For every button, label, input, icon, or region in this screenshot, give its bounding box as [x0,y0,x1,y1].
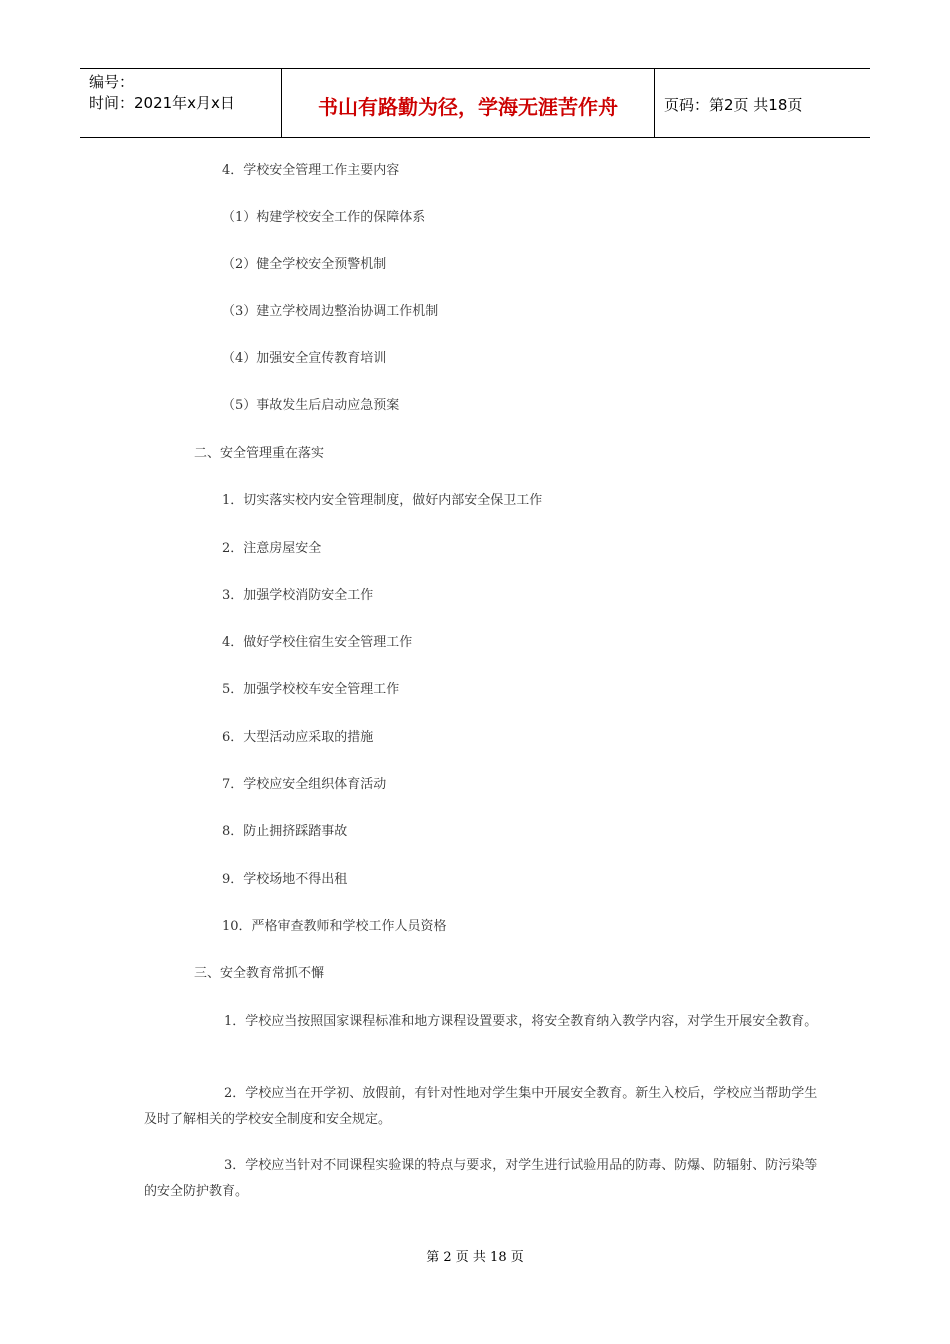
paragraph-text: 1．学校应当按照国家课程标准和地方课程设置要求，将安全教育纳入教学内容，对学生开展安全教育。 [224,1014,818,1029]
list-item: 6．大型活动应采取的措施 [222,730,374,745]
item4-title: 4．学校安全管理工作主要内容 [222,163,400,178]
paragraph-text: 2．学校应当在开学初、放假前，有针对性地对学生集中开展安全教育。新生入校后，学校应当帮助学生及时了解相关的学校安全制度和安全规定。 [144,1086,818,1127]
section2-title: 二、安全管理重在落实 [194,446,325,461]
header-page-info: 页码：第2页 共18页 [664,95,803,114]
paragraph [144,1009,824,1035]
list-item: 9．学校场地不得出租 [222,872,348,887]
sub-item: （2）健全学校安全预警机制 [222,257,387,272]
list-item: 3．加强学校消防安全工作 [222,588,374,603]
paragraph [144,1081,824,1133]
page-header [80,68,870,138]
list-item: 8．防止拥挤踩踏事故 [222,824,348,839]
header-meta [80,69,282,137]
header-motto: 书山有路勤为径，学海无涯苦作舟 [282,69,655,137]
list-item: 10．严格审查教师和学校工作人员资格 [222,919,447,934]
section3-title: 三、安全教育常抓不懈 [194,966,325,981]
list-item: 7．学校应安全组织体育活动 [222,777,387,792]
sub-item: （5）事故发生后启动应急预案 [222,398,400,413]
sub-item: （1）构建学校安全工作的保障体系 [222,210,426,225]
document-time-label: 时间：2021年x月x日 [89,94,235,112]
document-number-label: 编号： [89,73,135,91]
sub-item: （4）加强安全宣传教育培训 [222,351,387,366]
page-footer: 第 2 页 共 18 页 [426,1250,524,1265]
list-item: 1．切实落实校内安全管理制度，做好内部安全保卫工作 [222,493,543,508]
paragraph-text: 3．学校应当针对不同课程实验课的特点与要求，对学生进行试验用品的防毒、防爆、防辐射、防污染等的安全防护教育。 [144,1158,818,1199]
list-item: 4．做好学校住宿生安全管理工作 [222,635,413,650]
list-item: 5．加强学校校车安全管理工作 [222,682,400,697]
paragraph [144,1153,824,1205]
sub-item: （3）建立学校周边整治协调工作机制 [222,304,439,319]
list-item: 2．注意房屋安全 [222,541,322,556]
